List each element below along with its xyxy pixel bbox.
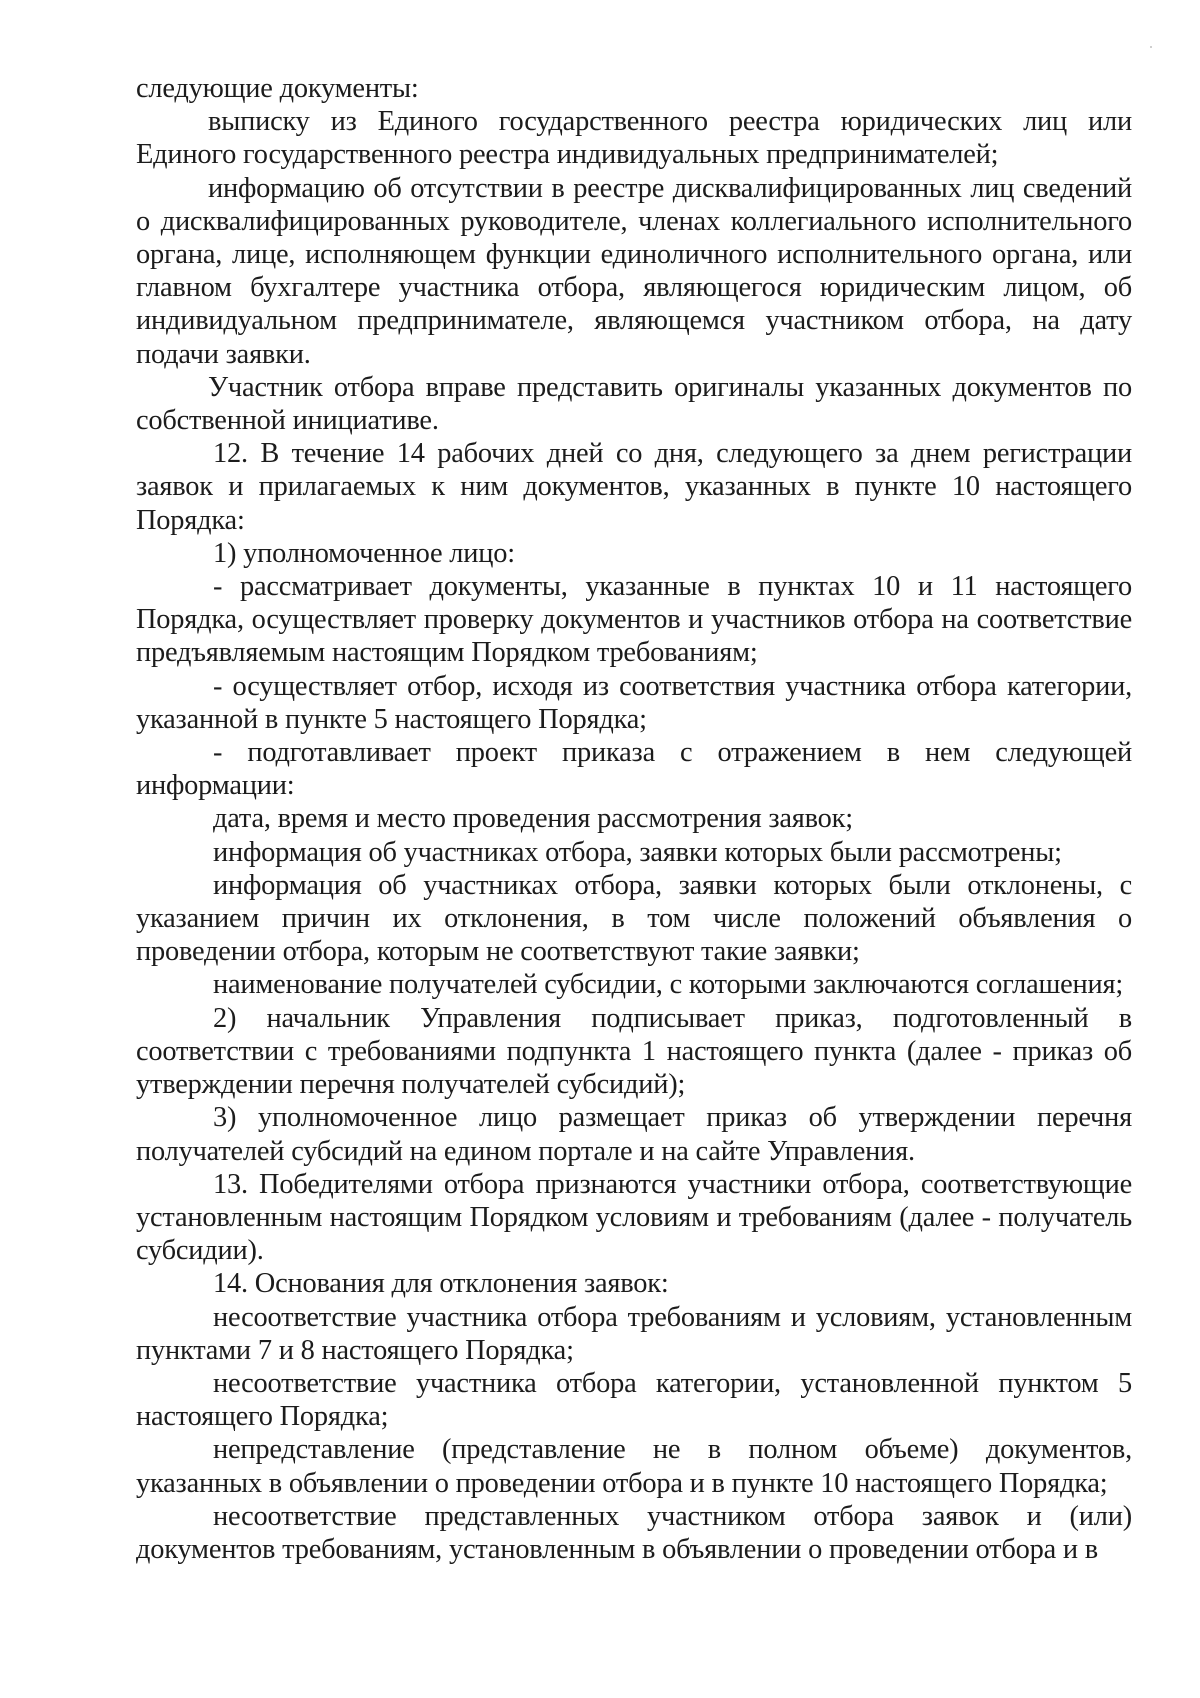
document-body (136, 72, 1132, 1566)
paragraph-rejection-missing-docs: непредставление (представление не в полном объеме) документов, указанных в объявлении о проведении отбора и в пункте 10 настоящего Порядка; (136, 1434, 1132, 1499)
paragraph-order-publication: 3) уполномоченное лицо размещает приказ об утверждении перечня получателей субсидий на едином портале и на сайте Управления. (136, 1102, 1132, 1167)
paragraph-rejection-category: несоответствие участника отбора категории, установленной пунктом 5 настоящего Порядка; (136, 1367, 1132, 1433)
paragraph-prepares-order: - подготавливает проект приказа с отражением в нем следующей информации: (136, 737, 1132, 802)
paragraph-authorized-person: 1) уполномоченное лицо: (213, 537, 515, 569)
scan-speck (1150, 46, 1152, 48)
paragraph-originals-right: Участник отбора вправе представить оригиналы указанных документов по собственной инициативе. (136, 371, 1132, 437)
paragraph-rejection-requirements: несоответствие участника отбора требованиям и условиям, установленным пунктами 7 и 8 настоящего Порядка; (136, 1301, 1132, 1366)
paragraph-recipient-names: наименование получателей субсидии, с которыми заключаются соглашения; (213, 969, 1124, 1001)
paragraph-egrul-extract: выписку из Единого государственного реестра юридических лиц или Единого государственного реестра индивидуальных предпринимателей; (136, 106, 1132, 171)
paragraph-reviewed-applications: информация об участниках отбора, заявки которых были рассмотрены; (213, 836, 1062, 868)
paragraph-item-12: 12. В течение 14 рабочих дней со дня, следующего за днем регистрации заявок и прилагаемых к ним документов, указанных в пункте 10 настоящего Порядка: (136, 438, 1132, 536)
paragraph-date-time-place: дата, время и место проведения рассмотрения заявок; (213, 803, 853, 835)
paragraph-documents-intro: следующие документы: (136, 73, 419, 104)
paragraph-head-signs-order: 2) начальник Управления подписывает приказ, подготовленный в соответствии с требованиями подпункта 1 настоящего пункта (далее - приказ об утверждении перечня получателей субсидий); (136, 1002, 1132, 1101)
paragraph-disqualified-info: информацию об отсутствии в реестре дисквалифицированных лиц сведений о дисквалифицированных руководителе, членах коллегиального исполнительного органа, лице, исполняющем функции единоличного исполнительного органа, или главном бухгалтере участника отбора, являющегося юридическим лицом, об индивидуальном предпринимателе, являющемся участником отбора, на дату подачи заявки. (136, 172, 1132, 370)
paragraph-rejection-nonconforming: несоответствие представленных участником отбора заявок и (или) документов требованиям, установленным в объявлении о проведении отбора и в (136, 1500, 1132, 1565)
paragraph-item-14: 14. Основания для отклонения заявок: (213, 1268, 669, 1300)
paragraph-reviews-documents: - рассматривает документы, указанные в пунктах 10 и 11 настоящего Порядка, осуществляет проверку документов и участников отбора на соответствие предъявляемым настоящим Порядком требованиям; (136, 571, 1132, 669)
paragraph-rejected-applications: информация об участниках отбора, заявки которых были отклонены, с указанием причин их отклонения, в том числе положений объявления о проведении отбора, которым не соответствуют такие заявки; (136, 869, 1132, 968)
paragraph-performs-selection: - осуществляет отбор, исходя из соответствия участника отбора категории, указанной в пункте 5 настоящего Порядка; (136, 670, 1132, 735)
paragraph-item-13: 13. Победителями отбора признаются участники отбора, соответствующие установленным настоящим Порядком условиям и требованиям (далее - получатель субсидии). (136, 1168, 1132, 1267)
